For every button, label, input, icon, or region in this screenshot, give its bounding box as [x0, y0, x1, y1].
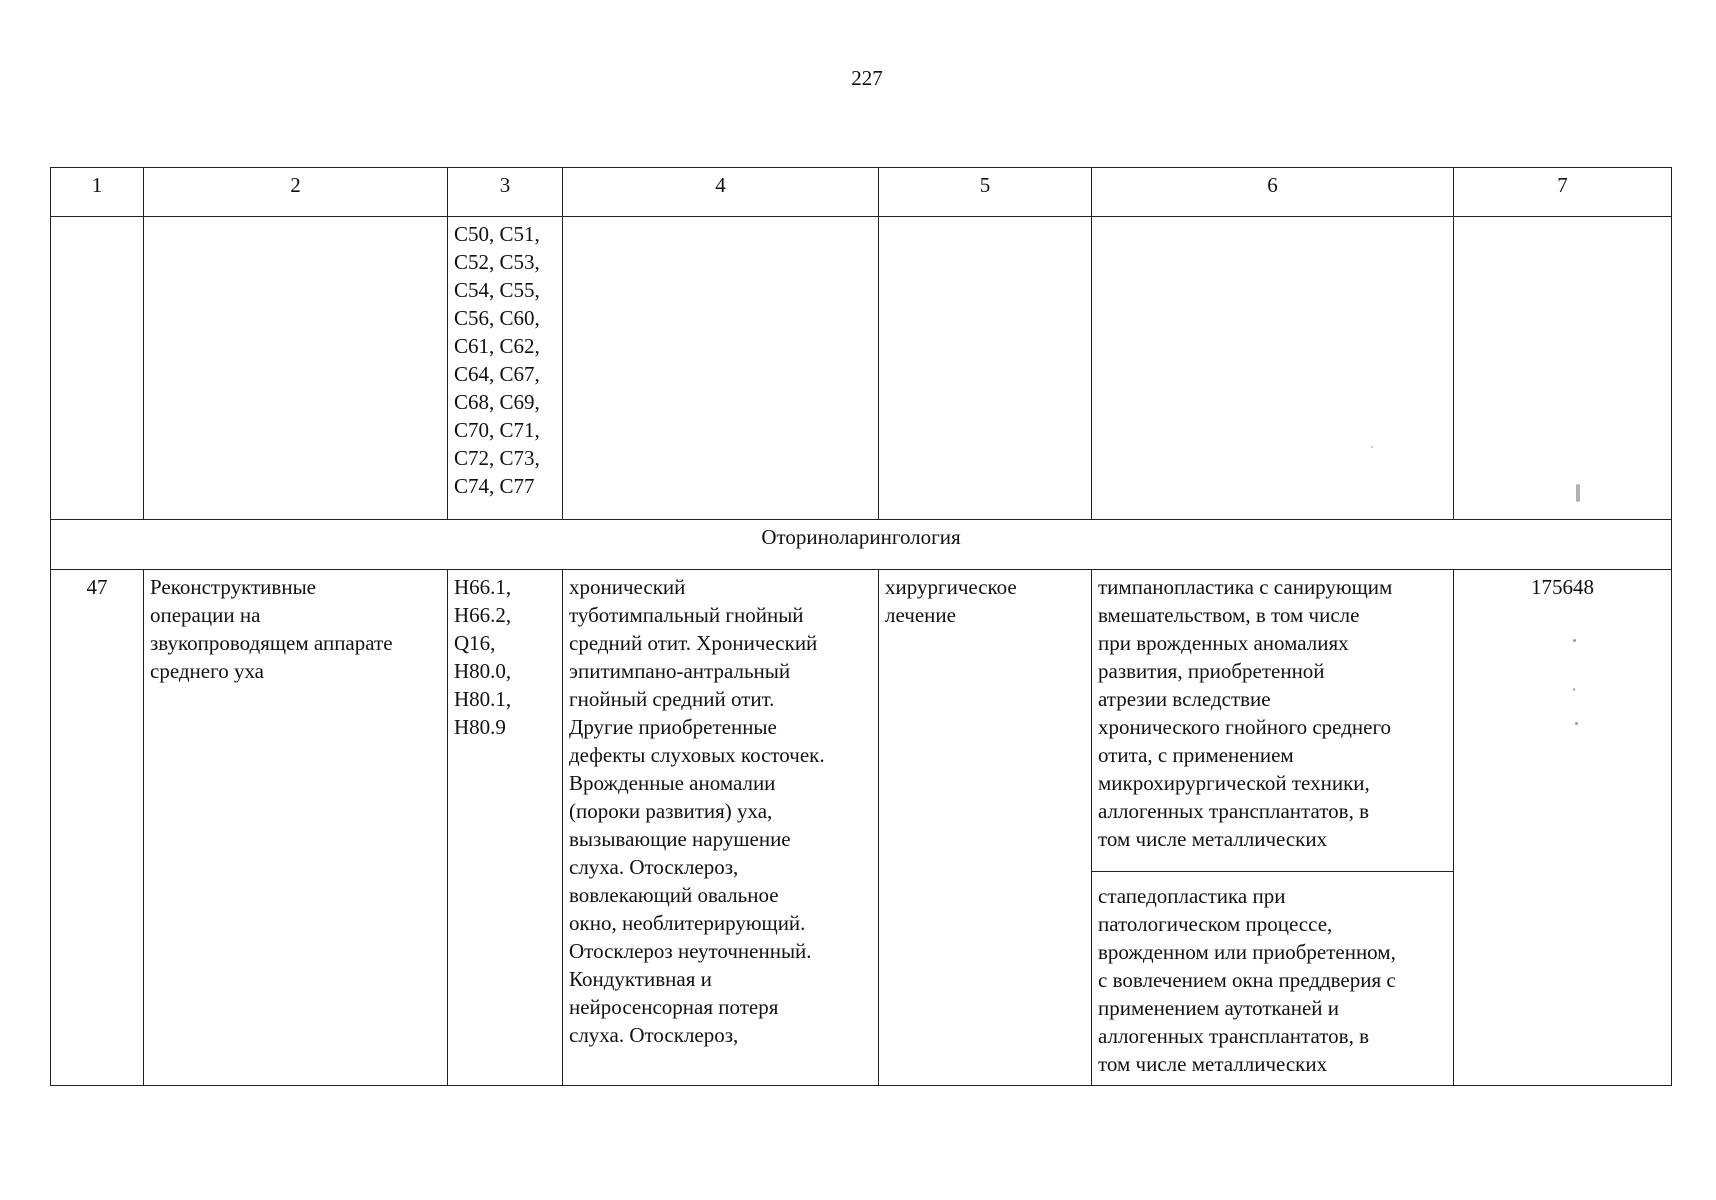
treatment-line: хирургическое	[885, 575, 1017, 599]
empty-cell	[1092, 217, 1454, 520]
icd-codes	[448, 570, 563, 1086]
method-line: развития, приобретенной	[1098, 659, 1325, 683]
empty-cell	[144, 217, 448, 520]
code-line: C52, C53,	[454, 250, 540, 274]
cost-value: 175648	[1454, 570, 1672, 1086]
diagnosis-line: Отосклероз неуточненный.	[569, 939, 812, 963]
code-line: Q16,	[454, 631, 496, 655]
code-line: C50, C51,	[454, 222, 540, 246]
method-line: том числе металлических	[1098, 1052, 1328, 1076]
code-line: H66.1,	[454, 575, 512, 599]
services-table	[50, 167, 1672, 1086]
diagnosis-line: окно, необлитерирующий.	[569, 911, 806, 935]
diagnosis-line: средний отит. Хронический	[569, 631, 818, 655]
scan-speck	[1371, 446, 1373, 448]
diagnosis-line: слуха. Отосклероз,	[569, 1023, 739, 1047]
method-line: вмешательством, в том числе	[1098, 603, 1360, 627]
service-row-47	[51, 570, 1672, 872]
service-name	[144, 570, 448, 1086]
method-line: атрезии вследствие	[1098, 687, 1271, 711]
method-line: врожденном или приобретенном,	[1098, 940, 1396, 964]
treatment-method-2	[1092, 872, 1454, 1086]
code-line: C54, C55,	[454, 278, 540, 302]
code-line: C56, C60,	[454, 306, 540, 330]
diagnosis-line: нейросенсорная потеря	[569, 995, 779, 1019]
diagnosis-line: гнойный средний отит.	[569, 687, 775, 711]
method-line: том числе металлических	[1098, 827, 1328, 851]
scan-speck	[1573, 688, 1575, 691]
scan-speck	[1575, 722, 1578, 725]
method-line: применением аутотканей и	[1098, 996, 1340, 1020]
diagnosis-line: Врожденные аномалии	[569, 771, 776, 795]
code-line: C61, C62,	[454, 334, 540, 358]
code-line: C72, C73,	[454, 446, 540, 470]
diagnosis-line: вовлекающий овальное	[569, 883, 779, 907]
code-line: C68, C69,	[454, 390, 540, 414]
code-line: C64, C67,	[454, 362, 540, 386]
diagnosis-line: туботимпальный гнойный	[569, 603, 804, 627]
service-name-line: звукопроводящем аппарате	[150, 631, 393, 655]
column-number-7: 7	[1454, 168, 1672, 217]
treatment-line: лечение	[885, 603, 956, 627]
method-line: стапедопластика при	[1098, 884, 1286, 908]
diagnosis-line: Другие приобретенные	[569, 715, 777, 739]
method-line: тимпанопластика с санирующим	[1098, 575, 1393, 599]
empty-cell	[563, 217, 879, 520]
section-heading-row	[51, 520, 1672, 570]
method-line: с вовлечением окна преддверия с	[1098, 968, 1396, 992]
column-number-4: 4	[563, 168, 879, 217]
column-number-1: 1	[51, 168, 144, 217]
service-name-line: Реконструктивные	[150, 575, 317, 599]
column-number-header-row	[51, 168, 1672, 217]
scan-speck	[1576, 484, 1580, 502]
method-line: микрохирургической техники,	[1098, 771, 1370, 795]
scan-speck	[1573, 639, 1576, 642]
diagnosis-line: Кондуктивная и	[569, 967, 712, 991]
empty-cell	[51, 217, 144, 520]
code-line: H66.2,	[454, 603, 512, 627]
empty-cell	[879, 217, 1092, 520]
service-name-line: среднего уха	[150, 659, 264, 683]
code-line: C74, C77	[454, 474, 535, 498]
row-number: 47	[51, 570, 144, 1086]
diagnosis-line: дефекты слуховых косточек.	[569, 743, 825, 767]
diagnosis	[563, 570, 879, 1086]
continued-icd-codes	[448, 217, 563, 520]
diagnosis-line: (пороки развития) уха,	[569, 799, 773, 823]
diagnosis-line: хронический	[569, 575, 686, 599]
column-number-3: 3	[448, 168, 563, 217]
continued-codes-row	[51, 217, 1672, 520]
column-number-6: 6	[1092, 168, 1454, 217]
method-line: аллогенных трансплантатов, в	[1098, 799, 1369, 823]
page-number: 227	[851, 66, 883, 90]
empty-cell	[1454, 217, 1672, 520]
diagnosis-line: вызывающие нарушение	[569, 827, 791, 851]
code-line: C70, C71,	[454, 418, 540, 442]
method-line: аллогенных трансплантатов, в	[1098, 1024, 1369, 1048]
method-line: отита, с применением	[1098, 743, 1294, 767]
column-number-2: 2	[144, 168, 448, 217]
section-title: Оториноларингология	[51, 520, 1672, 570]
diagnosis-line: эпитимпано-антральный	[569, 659, 791, 683]
method-line: хронического гнойного среднего	[1098, 715, 1392, 739]
method-line: патологическом процессе,	[1098, 912, 1333, 936]
service-name-line: операции на	[150, 603, 261, 627]
column-number-5: 5	[879, 168, 1092, 217]
code-line: H80.1,	[454, 687, 512, 711]
method-line: при врожденных аномалиях	[1098, 631, 1349, 655]
diagnosis-line: слуха. Отосклероз,	[569, 855, 739, 879]
treatment-type	[879, 570, 1092, 1086]
code-line: H80.0,	[454, 659, 512, 683]
treatment-method-1	[1092, 570, 1454, 872]
code-line: H80.9	[454, 715, 506, 739]
